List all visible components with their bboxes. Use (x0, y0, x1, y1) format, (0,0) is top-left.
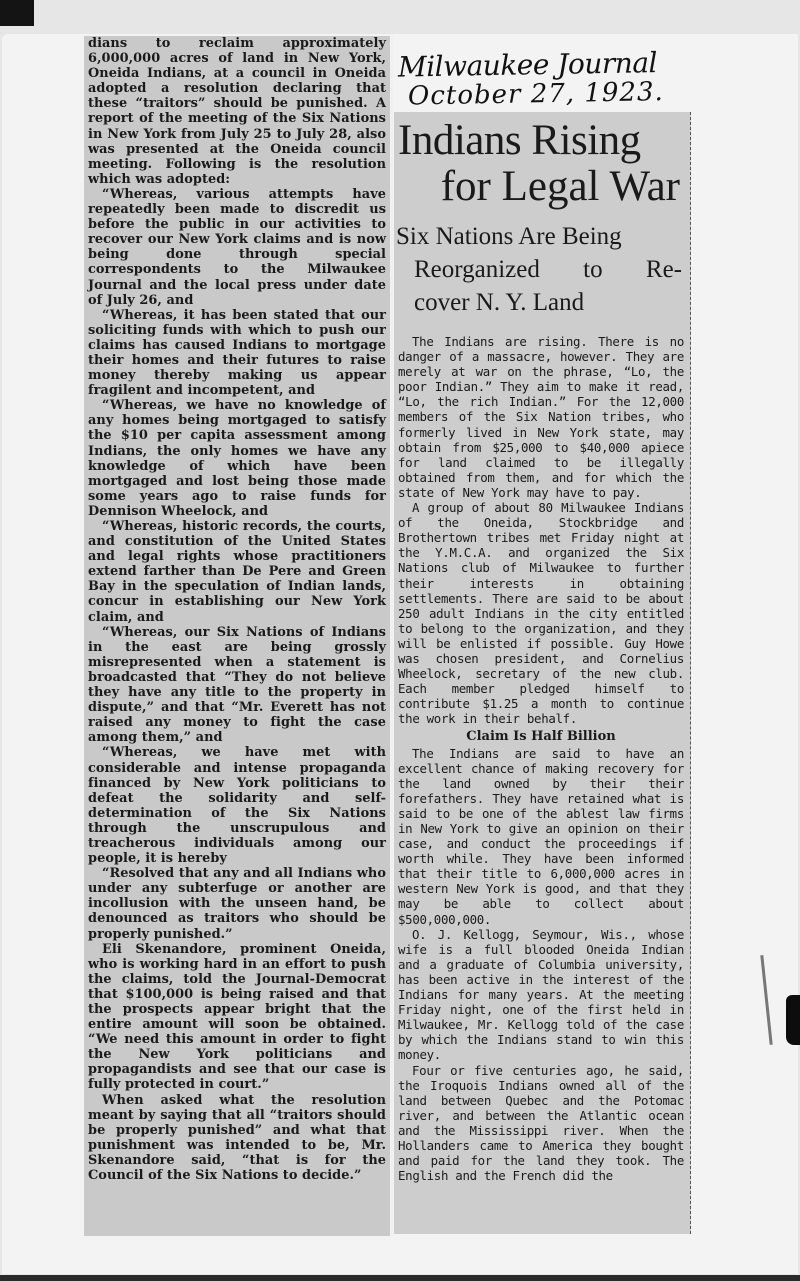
left-paragraph: When asked what the resolution meant by saying that all “traitors should be properly punished” and what that punishment was intended to be, Mr. Skenandore said, “that is for the Council of the Six Nations to decide.” (88, 1092, 386, 1184)
ink-blot (786, 995, 800, 1045)
scanner-corner-shadow (0, 0, 34, 26)
right-paragraph: The Indians are rising. There is no danger of a massacre, however. They are merely at war on the phrase, “Lo, the poor Indian.” They aim to make it read, “Lo, the rich Indian.” For the 12,000 members of the Six Nation tribes, who formerly lived in New York state, may obtain from $25,000 to $40,000 apiece for land claimed to be illegally obtained from them, and for which the state of New York may have to pay. (398, 334, 684, 500)
handwritten-source-note (397, 46, 698, 112)
deck-line-1: Six Nations Are Being (396, 223, 622, 250)
left-article-column (88, 36, 386, 1183)
section-subhead: Claim Is Half Billion (466, 729, 616, 745)
left-paragraph: “Whereas, our Six Nations of Indians in the east are being grossly misrepresented when a statement is broadcasted that “They do not believe they have any title to the property in dispute,” and that “Mr. Everett has not raised any money to fight the case among them,” and (88, 624, 386, 746)
deck-line-3: cover N. Y. Land (414, 289, 585, 316)
left-paragraph: dians to reclaim approximately 6,000,000 acres of land in New York, Oneida Indians, at a council in Oneida adopted a resolution declaring that these “traitors” should be punished. A report of the meeting of the Six Nations in New York from July 25 to July 28, also was presented at the Oneida council meeting. Following is the resolution which was adopted: (88, 36, 386, 187)
left-paragraph: “Whereas, historic records, the courts, and constitution of the United States and legal rights whose practitioners extend farther than De Pere and Green Bay in the speculation of Indian lands, concur in establishing our New York claim, and (88, 519, 386, 625)
article-headline (396, 118, 686, 319)
left-paragraph: “Whereas, it has been stated that our soliciting funds with which to push our claims has caused Indians to mortgage their homes and their futures to raise money thereby making us appear fragilent and incompetent, and (88, 307, 386, 399)
right-paragraph: A group of about 80 Milwaukee Indians of the Oneida, Stockbridge and Brothertown tribes met Friday night at the Y.M.C.A. and organized the Six Nations club of Milwaukee to further their interests in obtaining settlements. There are said to be about 250 adult Indians in the city entitled to belong to the organization, and they will be enlisted if possible. Guy Howe was chosen president, and Cornelius Wheelock, secretary of the new club. Each member pledged himself to contribute $1.25 a month to continue the work in their behalf. (398, 500, 684, 727)
left-paragraph: “Whereas, various attempts have repeatedly been made to discredit us before the public in our activities to recover our New York claims and is now being done through special correspondents to the Milwaukee Journal and the local press under date of July 26, and (88, 186, 386, 308)
left-paragraph: Eli Skenandore, prominent Oneida, who is working hard in an effort to push the claims, told the Journal-Democrat that $100,000 is being raised and that the prospects appear bright that the entire amount will soon be obtained. “We need this amount in order to fight the New York politicians and propagandists and see that our case is fully protected in court.” (88, 941, 386, 1093)
left-paragraph: “Resolved that any and all Indians who under any subterfuge or another are incollusion with the unseen hand, be denounced as traitors who should be properly punished.” (88, 866, 386, 942)
right-paragraph: Four or five centuries ago, he said, the Iroquois Indians owned all of the land between Quebec and the Potomac river, and between the Atlantic ocean and the Mississippi river. When the Hollanders came to America they bought and paid for the land they took. The English and the French did the (398, 1062, 684, 1184)
headline-line-1: Indians Rising (398, 117, 641, 164)
article-deck (396, 220, 686, 319)
left-paragraph: “Whereas, we have met with considerable and intense propaganda financed by New York politicians to defeat the solidarity and self-determination of the Six Nations through the unscrupulous and treacherous individuals among our people, it is hereby (88, 745, 386, 867)
handwritten-publication: Milwaukee Journal (397, 46, 658, 84)
scan-bottom-edge (0, 1275, 800, 1281)
column-gutter (391, 36, 393, 1236)
deck-line-2: Reorganized to Re- (414, 256, 682, 283)
right-paragraph: O. J. Kellogg, Seymour, Wis., whose wife is a full blooded Oneida Indian and a graduate of Columbia university, has been active in the interest of the Indians for many years. At the meeting Friday night, one of the first held in Milwaukee, Mr. Kellogg told of the case by which the Indians stand to win this money. (398, 926, 684, 1063)
headline-line-2: for Legal War (440, 163, 680, 210)
right-article-column (398, 334, 684, 1183)
handwritten-date: October 27, 1923. (407, 77, 664, 112)
left-paragraph: “Whereas, we have no knowledge of any homes being mortgaged to satisfy the $10 per capita assessment among Indians, the only homes we have any knowledge of which have been mortgaged and lost being those made some years ago to raise funds for Dennison Wheelock, and (88, 398, 386, 519)
right-paragraph: The Indians are said to have an excellent chance of making recovery for the land owned by their their forefathers. They have retained what is said to be one of the ablest law firms in New York to give an opinion on their case, and conduct the proceedings if worth while. They have been informed that their title to 6,000,000 acres in western New York is good, and that they may be able to collect about $500,000,000. (398, 745, 684, 927)
